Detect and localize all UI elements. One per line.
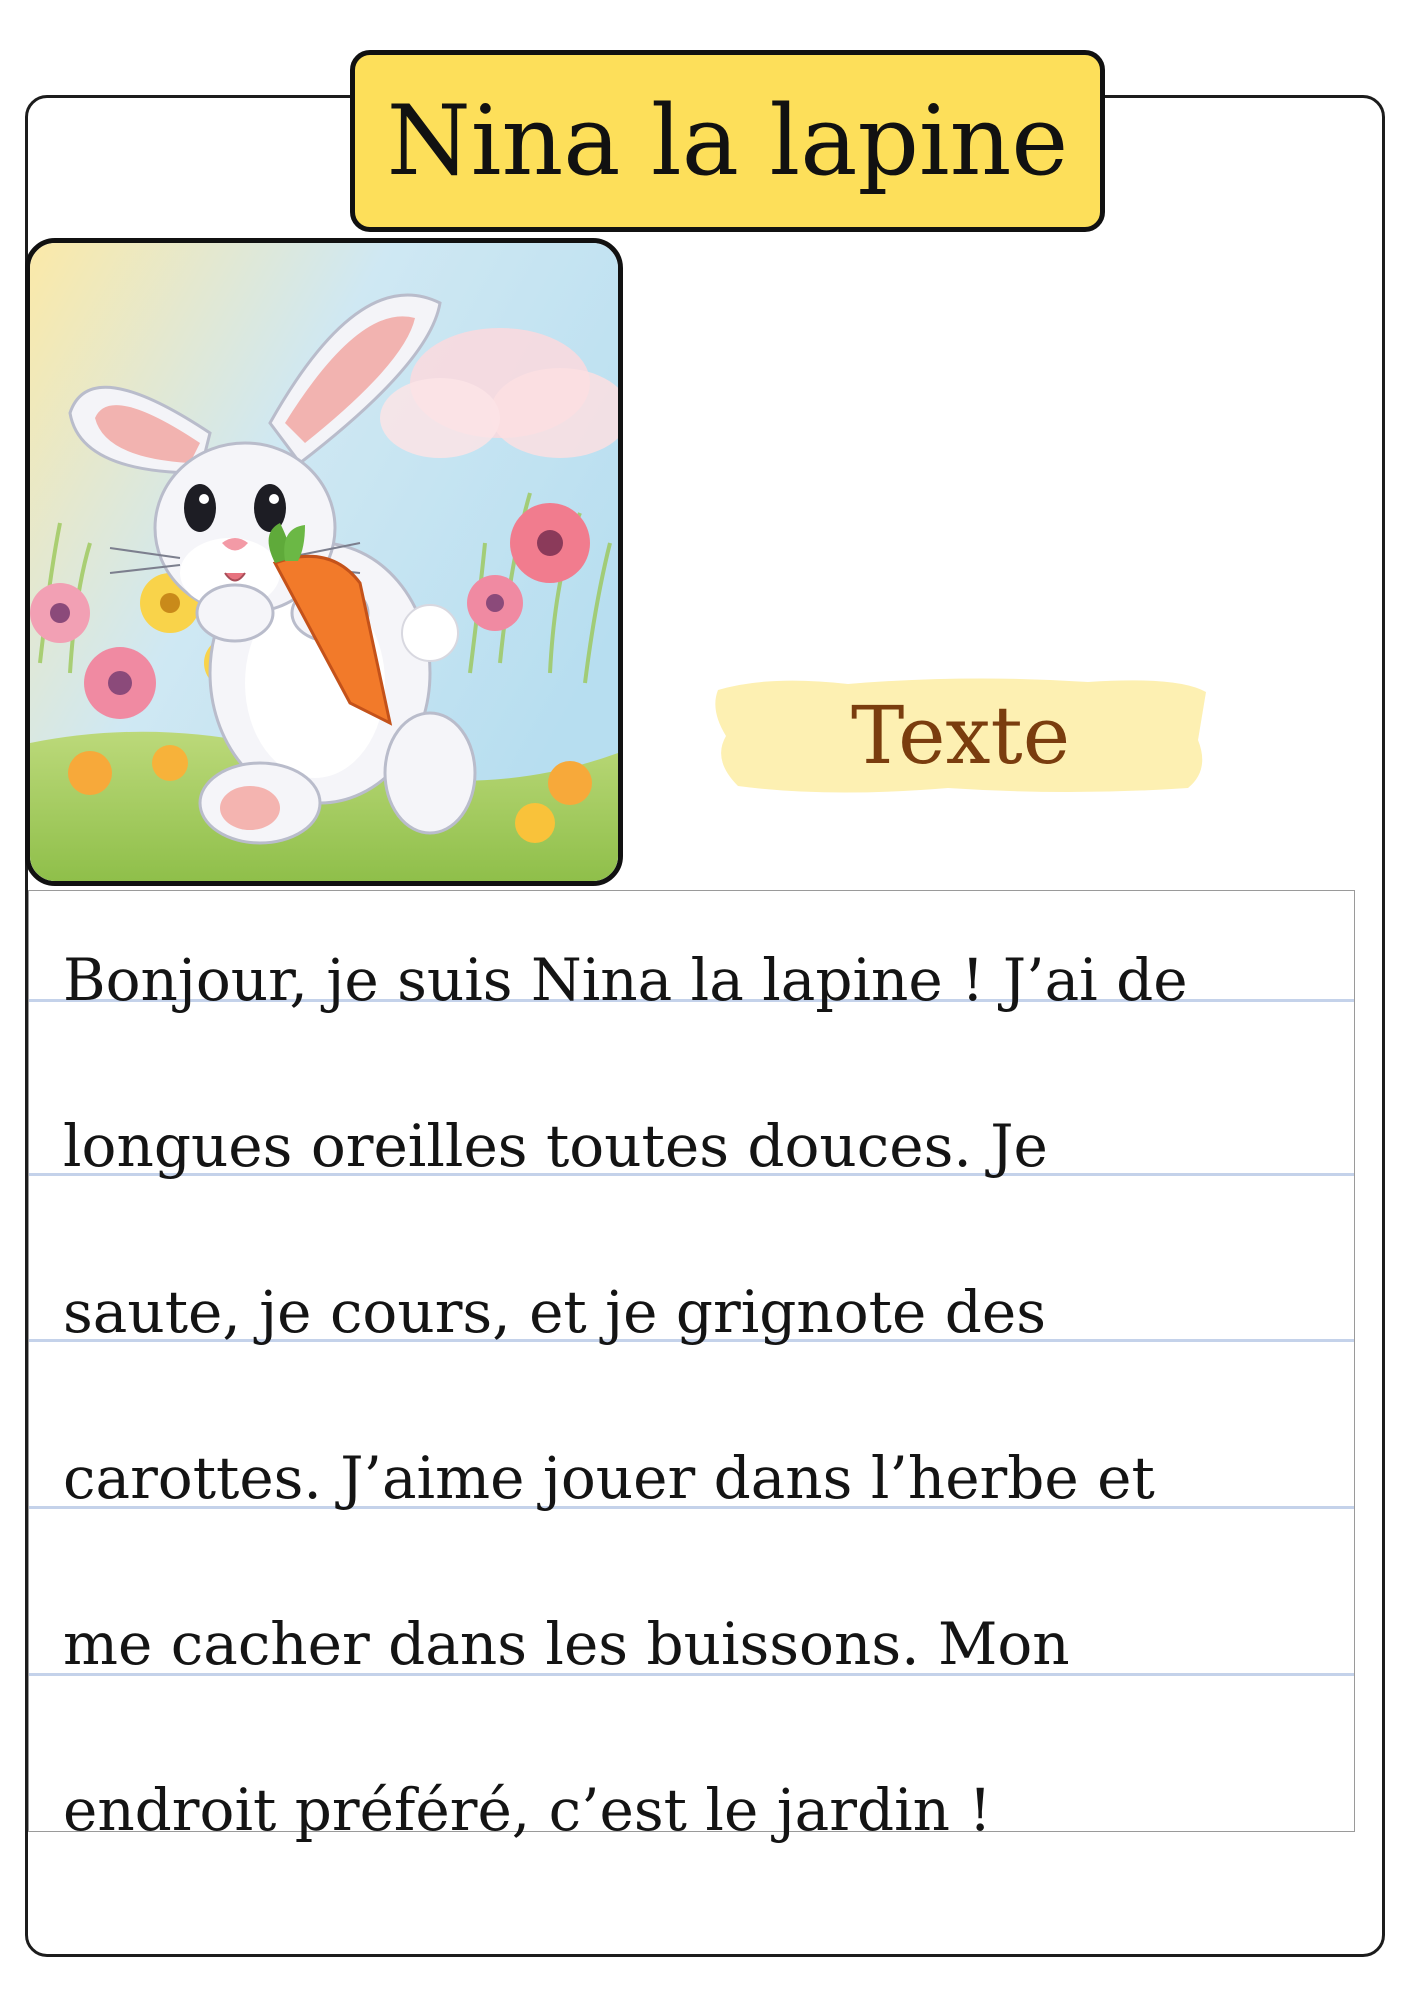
text-line: longues oreilles toutes douces. Je xyxy=(63,1112,1048,1180)
section-label-text: Texte xyxy=(850,688,1071,782)
text-line: saute, je cours, et je grignote des xyxy=(63,1278,1046,1346)
text-line: me cacher dans les buissons. Mon xyxy=(63,1610,1070,1678)
text-passage xyxy=(28,890,1355,1844)
text-line: carottes. J’aime jouer dans l’herbe et xyxy=(63,1444,1155,1512)
section-label xyxy=(708,670,1213,800)
text-line: Bonjour, je suis Nina la lapine ! J’ai de xyxy=(63,946,1188,1014)
title-banner xyxy=(350,50,1105,232)
bunny-illustration xyxy=(25,238,623,886)
page-title: Nina la lapine xyxy=(386,85,1069,197)
text-line: endroit préféré, c’est le jardin ! xyxy=(63,1776,992,1844)
bunny-carrot-icon xyxy=(30,243,618,881)
